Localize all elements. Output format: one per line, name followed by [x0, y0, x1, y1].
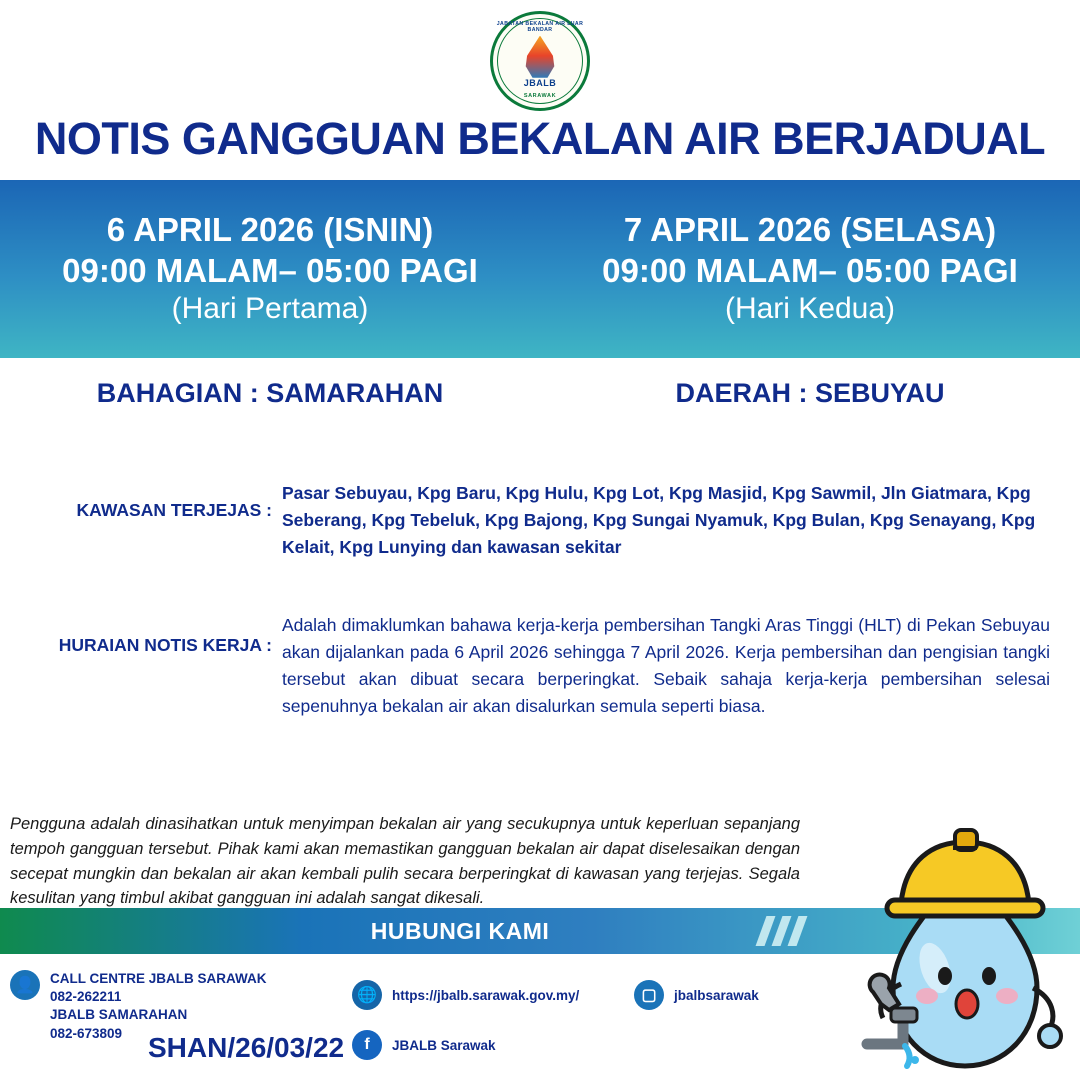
call-centre-name: CALL CENTRE JBALB SARAWAK	[50, 971, 267, 986]
branch-name: JBALB SAMARAHAN	[50, 1007, 188, 1023]
schedule-day-2-time: 09:00 MALAM– 05:00 PAGI	[602, 251, 1018, 289]
mascot-illustration	[857, 808, 1072, 1078]
schedule-day-2-date: 7 APRIL 2026 (SELASA)	[623, 211, 997, 249]
website-block[interactable]	[352, 980, 579, 1010]
instagram-icon: ▢	[634, 980, 664, 1010]
division-label: BAHAGIAN : SAMARAHAN	[96, 378, 444, 408]
facebook-block[interactable]	[352, 1030, 496, 1060]
logo-region: SARAWAK	[523, 92, 557, 99]
advisory-note: Pengguna adalah dinasihatkan untuk menyimpan bekalan air yang secukupnya untuk keperluan sepanjang tempoh gangguan tersebut. Pihak kami akan memastikan gangguan bekalan air dapat diselesaikan dengan secepat mungkin dan bekalan air akan kembali pulih secara berperingkat di kawasan yang terjejas. Segala kesulitan yang timbul akibat gangguan ini adalah sangat dikesali.	[10, 815, 800, 908]
works-description-text: Adalah dimaklumkan bahawa kerja-kerja pembersihan Tangki Aras Tinggi (HLT) di Pekan Sebuyau akan dijalankan pada 6 April 2026 sehingga 7 April 2026. Kerja pembersihan dan pengisian tangki tersebut akan dibuat secara berperingkat. Sebaik sahaja kerja-kerja pembersihan selesai sepenuhnya bekalan air akan disalurkan semula seperti biasa.	[282, 615, 1050, 717]
person-icon: 👤	[10, 970, 40, 1000]
affected-areas-label: KAWASAN TERJEJAS :	[76, 500, 272, 520]
facebook-handle[interactable]: JBALB Sarawak	[392, 1038, 496, 1053]
schedule-day-1-date: 6 APRIL 2026 (ISNIN)	[106, 211, 434, 249]
schedule-day-2	[540, 180, 1080, 358]
branch-phone: 082-673809	[50, 1025, 123, 1041]
schedule-day-2-label: (Hari Kedua)	[724, 291, 896, 325]
contact-band-title: HUBUNGI KAMI	[370, 918, 550, 944]
globe-icon: 🌐	[352, 980, 382, 1010]
instagram-block[interactable]	[634, 980, 759, 1010]
schedule-day-1	[0, 180, 540, 358]
jbalb-logo-icon	[490, 11, 590, 111]
page-title: NOTIS GANGGUAN BEKALAN AIR BERJADUAL	[34, 113, 1046, 164]
slash-decoration-icon	[761, 916, 802, 946]
district-label: DAERAH : SEBUYAU	[675, 378, 945, 408]
website-url[interactable]: https://jbalb.sarawak.gov.my/	[392, 988, 580, 1003]
works-description-label: HURAIAN NOTIS KERJA :	[58, 635, 272, 655]
facebook-icon: f	[352, 1030, 382, 1060]
schedule-band	[0, 180, 1080, 358]
schedule-day-1-time: 09:00 MALAM– 05:00 PAGI	[62, 251, 478, 289]
affected-areas-text: Pasar Sebuyau, Kpg Baru, Kpg Hulu, Kpg Lot, Kpg Masjid, Kpg Sawmil, Jln Giatmara, Kpg Seberang, Kpg Tebeluk, Kpg Bajong, Kpg Sungai Nyamuk, Kpg Bulan, Kpg Senayang, Kpg Kelait, Kpg Lunying dan kawasan sekitar	[282, 483, 1036, 558]
call-centre-phone: 082-262211	[50, 989, 122, 1005]
logo-arc-text: JABATAN BEKALAN AIR LUAR BANDAR	[496, 20, 584, 33]
schedule-day-1-label: (Hari Pertama)	[171, 291, 369, 325]
instagram-handle[interactable]: jbalbsarawak	[674, 988, 759, 1003]
location-row	[0, 378, 1080, 409]
logo-container	[0, 8, 1080, 113]
reference-code: SHAN/26/03/22	[148, 1032, 345, 1063]
logo-acronym: JBALB	[523, 77, 557, 88]
